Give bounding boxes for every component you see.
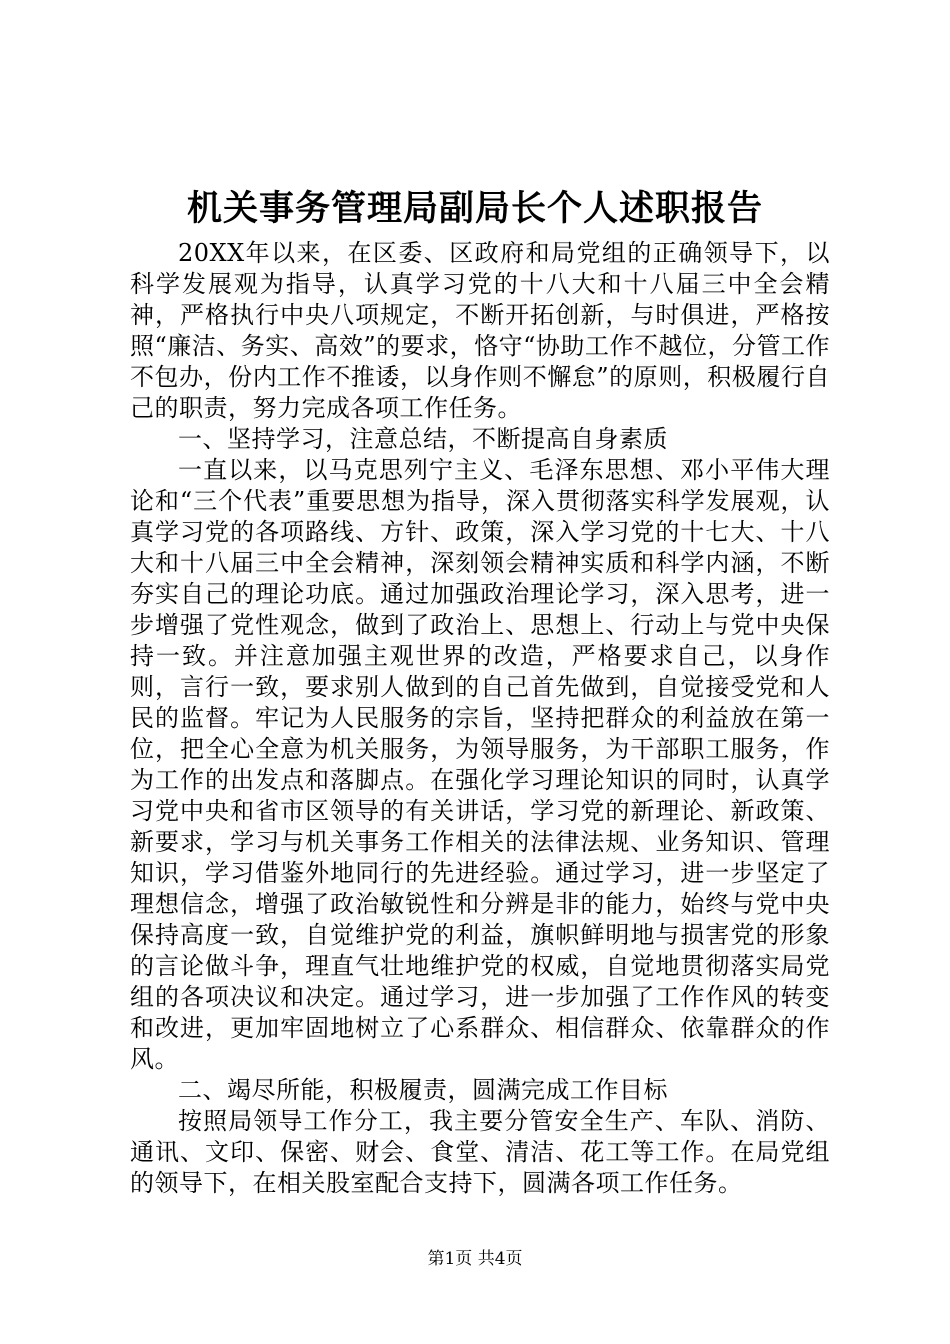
document-title: 机关事务管理局副局长个人述职报告 [186, 188, 763, 229]
paragraph-section-1: 一直以来，以马克思列宁主义、毛泽东思想、邓小平伟大理论和“三个代表”重要思想为指导，深入贯彻落实科学发展观，认真学习党的各项路线、方针、政策，深入学习党的十七大、十八大和十八届三中全会精神，深刻领会精神实质和科学内涵，不断夯实自己的理论功底。通过加强政治理论学习，深入思考，进一步增强了党性观念，做到了政治上、思想上、行动上与党中央保持一致。并注意加强主观世界的改造，严格要求自己，以身作则，言行一致，要求别人做到的自己首先做到，自觉接受党和人民的监督。牢记为人民服务的宗旨，坚持把群众的利益放在第一位，把全心全意为机关服务，为领导服务，为干部职工服务，作为工作的出发点和落脚点。在强化学习理论知识的同时，认真学习党中央和省市区领导的有关讲话，学习党的新理论、新政策、新要求，学习与机关事务工作相关的法律法规、业务知识、管理知识，学习借鉴外地同行的先进经验。通过学习，进一步坚定了理想信念，增强了政治敏锐性和分辨是非的能力，始终与党中央保持高度一致，自觉维护党的利益，旗帜鲜明地与损害党的形象的言论做斗争，理直气壮地维护党的权威，自觉地贯彻落实局党组的各项决议和决定。通过学习，进一步加强了工作作风的转变和改进，更加牢固地树立了心系群众、相信群众、依靠群众的作风。 [130, 456, 830, 1073]
section-heading-1: 一、坚持学习，注意总结，不断提高自身素质 [178, 425, 668, 453]
paragraph-intro: 20XX年以来，在区委、区政府和局党组的正确领导下，以科学发展观为指导，认真学习党的十八大和十八届三中全会精神，严格执行中央八项规定，不断开拓创新，与时俱进，严格按照“廉洁、务实、高效”的要求，恪守“协助工作不越位，分管工作不包办，份内工作不推诿，以身作则不懈怠”的原则，积极履行自己的职责，努力完成各项工作任务。 [130, 239, 830, 422]
section-heading-2: 二、竭尽所能，积极履责，圆满完成工作目标 [178, 1076, 668, 1104]
document-body [130, 238, 830, 1199]
page-number-footer: 第1页 共4页 [427, 1249, 523, 1269]
paragraph-section-2: 按照局领导工作分工，我主要分管安全生产、车队、消防、通讯、文印、保密、财会、食堂、清洁、花工等工作。在局党组的领导下，在相关股室配合支持下，圆满各项工作任务。 [130, 1107, 830, 1197]
